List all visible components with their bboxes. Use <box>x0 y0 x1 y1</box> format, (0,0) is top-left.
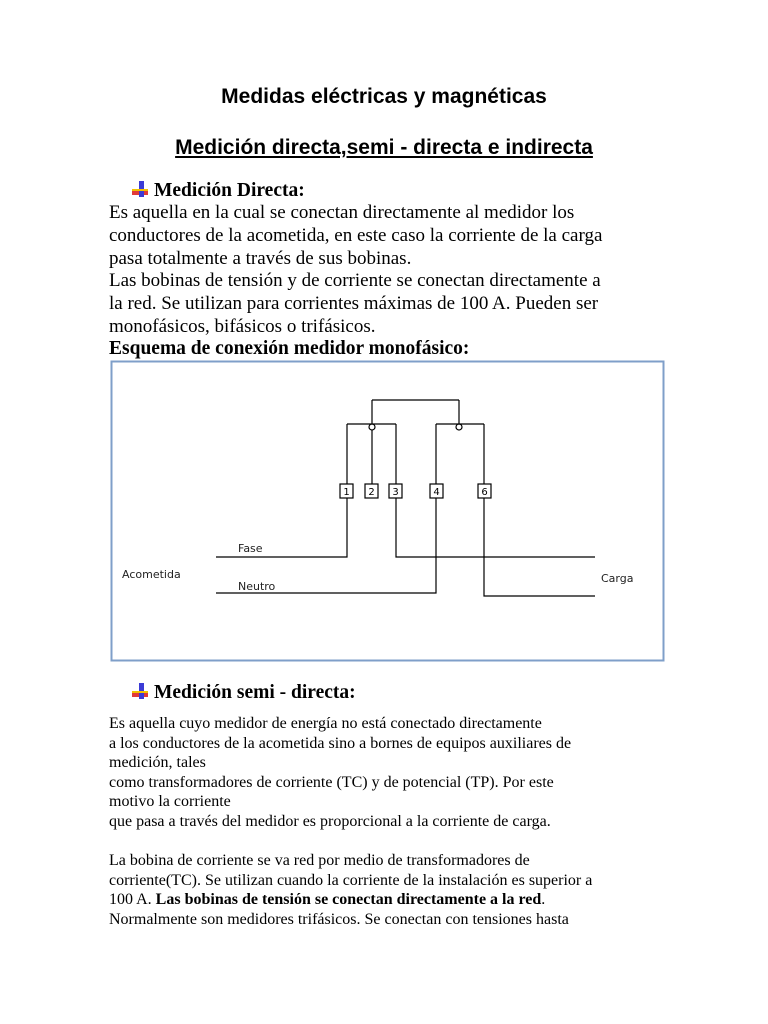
terminal-label: 2 <box>368 487 375 498</box>
bullet-icon <box>130 682 152 700</box>
bold-statement: Las bobinas de tensión se conectan directamente a la red <box>155 891 542 909</box>
text-line: monofásicos, bifásicos o trifásicos. <box>109 315 376 337</box>
text-line: corriente(TC). Se utilizan cuando la corriente de la instalación es superior a <box>109 871 593 889</box>
fase-label: Fase <box>238 542 263 555</box>
text-line: la red. Se utilizan para corrientes máximas de 100 A. Pueden ser <box>109 293 599 315</box>
text-line: Normalmente son medidores trifásicos. Se conectan con tensiones hasta <box>109 910 569 928</box>
text-line: como transformadores de corriente (TC) y de potencial (TP). Por este <box>109 773 554 791</box>
section-heading-semidirecta <box>130 682 356 704</box>
bullet-icon <box>130 180 152 198</box>
text-line: Las bobinas de tensión y de corriente se conectan directamente a <box>109 270 601 292</box>
text-span: . <box>541 891 546 909</box>
connection-diagram <box>110 360 665 662</box>
paragraph-directa <box>109 202 749 339</box>
text-line: conductores de la acometida, en este caso la corriente de la carga <box>109 224 603 246</box>
section-heading-text: Medición semi - directa: <box>154 682 356 703</box>
section-heading-text: Medición Directa: <box>154 180 305 201</box>
terminal-label: 3 <box>392 487 399 498</box>
diagram-frame <box>112 362 664 661</box>
text-line <box>109 890 592 910</box>
text-line: La bobina de corriente se va red por medio de transformadores de <box>109 852 530 869</box>
text-line: Es aquella en la cual se conectan directamente al medidor los <box>109 202 575 223</box>
paragraph-semidirecta <box>109 714 571 832</box>
document-subtitle: Medición directa,semi - directa e indirecta <box>175 136 593 159</box>
terminal-label: 4 <box>433 487 440 498</box>
text-span: 100 A. <box>109 891 156 909</box>
text-line: motivo la corriente <box>109 793 231 811</box>
acometida-label: Acometida <box>122 568 181 581</box>
text-line: que pasa a través del medidor es proporcional a la corriente de carga. <box>109 812 551 830</box>
schema-title: Esquema de conexión medidor monofásico: <box>109 338 470 359</box>
terminal-label: 1 <box>343 487 350 498</box>
neutro-label: Neutro <box>238 580 276 593</box>
terminal-label: 6 <box>481 487 488 498</box>
carga-label: Carga <box>601 572 634 585</box>
section-heading-directa <box>130 180 305 202</box>
text-line: Es aquella cuyo medidor de energía no está conectado directamente <box>109 715 542 732</box>
text-line: pasa totalmente a través de sus bobinas. <box>109 247 412 269</box>
text-line: medición, tales <box>109 754 206 772</box>
paragraph-bobina <box>109 851 592 929</box>
document-title: Medidas eléctricas y magnéticas <box>221 85 547 108</box>
text-line: a los conductores de la acometida sino a bornes de equipos auxiliares de <box>109 734 572 752</box>
